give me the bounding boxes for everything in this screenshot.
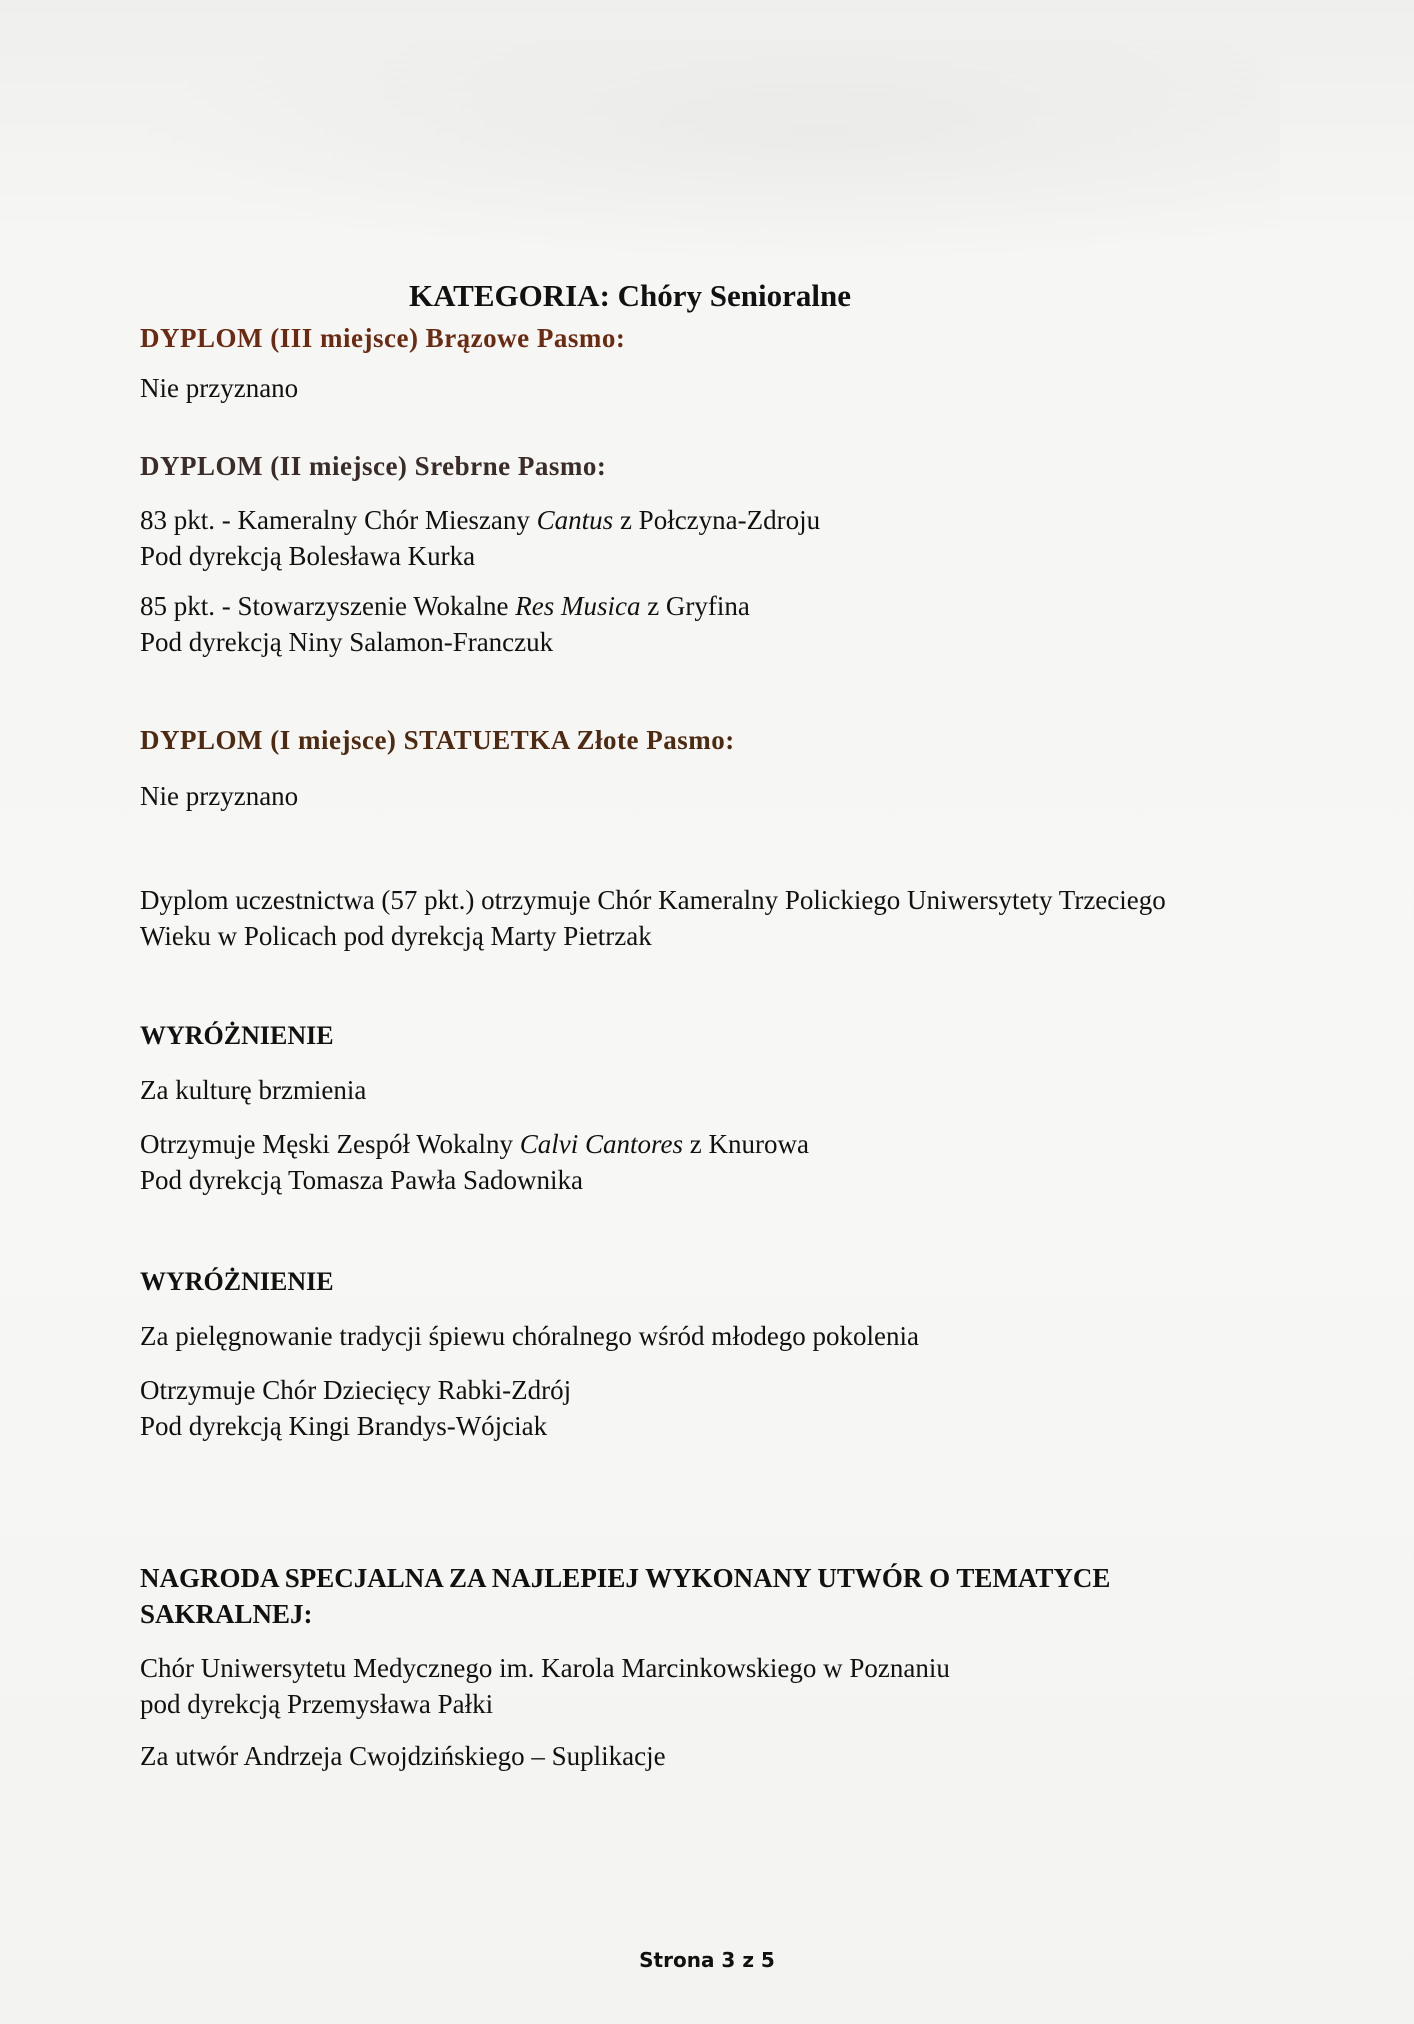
distinction-heading: WYRÓŻNIENIE [140, 1267, 334, 1296]
distinction-recipient-block [140, 1126, 1270, 1198]
choir-name: Calvi Cantores [519, 1129, 684, 1159]
entry-prefix: 83 pkt. - Kameralny Chór Mieszany [140, 505, 537, 535]
footer-label: Strona [639, 1948, 715, 1972]
silver-entry-line [140, 588, 1270, 624]
distinction-director: Pod dyrekcją Kingi Brandys-Wójciak [140, 1411, 548, 1441]
participation-block [140, 882, 1270, 954]
gold-heading: DYPLOM (I miejsce) STATUETKA Złote Pasmo: [140, 725, 735, 755]
silver-entry-director: Pod dyrekcją Bolesława Kurka [140, 541, 476, 571]
choir-name: Cantus [536, 505, 614, 535]
entry-suffix: z Połczyna-Zdroju [613, 505, 821, 535]
bronze-result: Nie przyznano [140, 373, 299, 403]
document-content [140, 278, 1270, 1774]
bleed-through-area [130, 40, 1280, 270]
entry-suffix: z Gryfina [640, 591, 750, 621]
silver-entry-director: Pod dyrekcją Niny Salamon-Franczuk [140, 627, 554, 657]
entry-prefix: 85 pkt. - Stowarzyszenie Wokalne [140, 591, 516, 621]
distinction-reason: Za pielęgnowanie tradycji śpiewu chóralnego wśród młodego pokolenia [140, 1321, 920, 1351]
distinction-reason: Za kulturę brzmienia [140, 1075, 367, 1105]
silver-entry-line [140, 502, 1270, 538]
gold-result: Nie przyznano [140, 781, 299, 811]
special-piece: Za utwór Andrzeja Cwojdzińskiego – Suplikacje [140, 1741, 666, 1771]
participation-line-2: Wieku w Policach pod dyrekcją Marty Pietrzak [140, 921, 652, 951]
category-title-name: Chóry Senioralne [617, 278, 852, 313]
choir-name: Res Musica [515, 591, 641, 621]
bronze-heading: DYPLOM (III miejsce) Brązowe Pasmo: [140, 323, 626, 353]
special-director: pod dyrekcją Przemysława Pałki [140, 1689, 494, 1719]
special-recipient-block [140, 1650, 1270, 1722]
distinction-recipient: Otrzymuje Chór Dziecięcy Rabki-Zdrój [140, 1375, 572, 1405]
special-recipient: Chór Uniwersytetu Medycznego im. Karola Marcinkowskiego w Poznaniu [140, 1653, 950, 1683]
footer-page-number: 3 [721, 1948, 736, 1972]
distinction-recipient [140, 1126, 1270, 1162]
footer-separator: z [742, 1948, 754, 1972]
special-heading-line-1: NAGRODA SPECJALNA ZA NAJLEPIEJ WYKONANY UTWÓR O TEMATYCE [140, 1563, 1111, 1593]
silver-entry [140, 588, 1270, 660]
distinction-director: Pod dyrekcją Tomasza Pawła Sadownika [140, 1165, 584, 1195]
recipient-suffix: z Knurowa [683, 1129, 810, 1159]
recipient-prefix: Otrzymuje Męski Zespół Wokalny [140, 1129, 520, 1159]
silver-entry [140, 502, 1270, 574]
silver-heading: DYPLOM (II miejsce) Srebrne Pasmo: [140, 451, 607, 481]
category-title [320, 278, 940, 314]
footer-page-total: 5 [760, 1948, 775, 1972]
special-award-heading [140, 1560, 1270, 1632]
page-footer [0, 1948, 1414, 1972]
participation-line-1: Dyplom uczestnictwa (57 pkt.) otrzymuje Chór Kameralny Polickiego Uniwersytety Trzeciego [140, 885, 1166, 915]
special-heading-line-2: SAKRALNEJ: [140, 1599, 313, 1629]
distinction-heading: WYRÓŻNIENIE [140, 1021, 334, 1050]
category-title-prefix: KATEGORIA: [408, 278, 610, 313]
distinction-recipient-block [140, 1372, 1270, 1444]
